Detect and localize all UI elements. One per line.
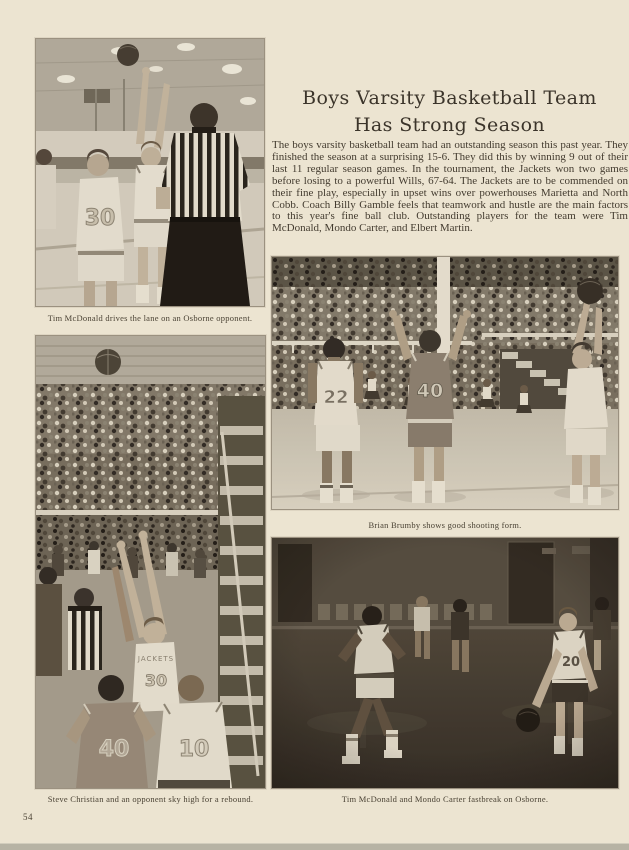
jersey-number-40: 40 — [416, 380, 444, 402]
jersey-number-10: 10 — [178, 737, 210, 762]
caption-jumpball: Tim McDonald drives the lane on an Osborne opponent. — [47, 313, 253, 323]
article-body: The boys varsity basketball team had an outstanding season this past year. They finished the season at a surprising 15-6. They did this by winning 9 out of their last 11 regular season games. In the tournament, the Jackets won two games before losing to a powerful Wills, 67-64. The Jackets are to be commended on their fine play, especially in upset wins over powerhouses Marietta and North Cobb. Coach Billy Gamble feels that teamwork and hustle are the main factors to this year's fine ball club. Outstanding players for the team were Tim McDonald, Mondo Carter, and Elbert Martin. — [272, 139, 628, 235]
photo-rebound — [36, 336, 265, 788]
jersey-number-30: 30 — [84, 206, 116, 231]
caption-fastbreak: Tim McDonald and Mondo Carter fastbreak on Osborne. — [341, 794, 549, 804]
fastbreak-illustration — [272, 538, 618, 788]
article-title-line1: Boys Varsity Basketball Team — [302, 87, 597, 109]
article-title — [270, 85, 629, 138]
caption-shooting: Brian Brumby shows good shooting form. — [368, 520, 522, 530]
jersey-number-22: 22 — [323, 387, 349, 408]
jumpball-illustration — [36, 39, 264, 306]
jersey-number-40: 40 — [98, 737, 130, 762]
caption-rebound: Steve Christian and an opponent sky high for a rebound. — [47, 794, 254, 804]
jersey-team-name: JACKETS — [137, 655, 175, 663]
photo-fastbreak — [272, 538, 618, 788]
page-number: 54 — [23, 812, 33, 822]
article-title-line2: Has Strong Season — [353, 113, 546, 136]
photo-shooting — [272, 257, 618, 509]
rebound-illustration — [36, 336, 265, 788]
jersey-number-30: 30 — [144, 671, 168, 690]
photo-jumpball — [36, 39, 264, 306]
shooting-illustration — [272, 257, 618, 509]
scan-edge-strip — [0, 843, 629, 850]
